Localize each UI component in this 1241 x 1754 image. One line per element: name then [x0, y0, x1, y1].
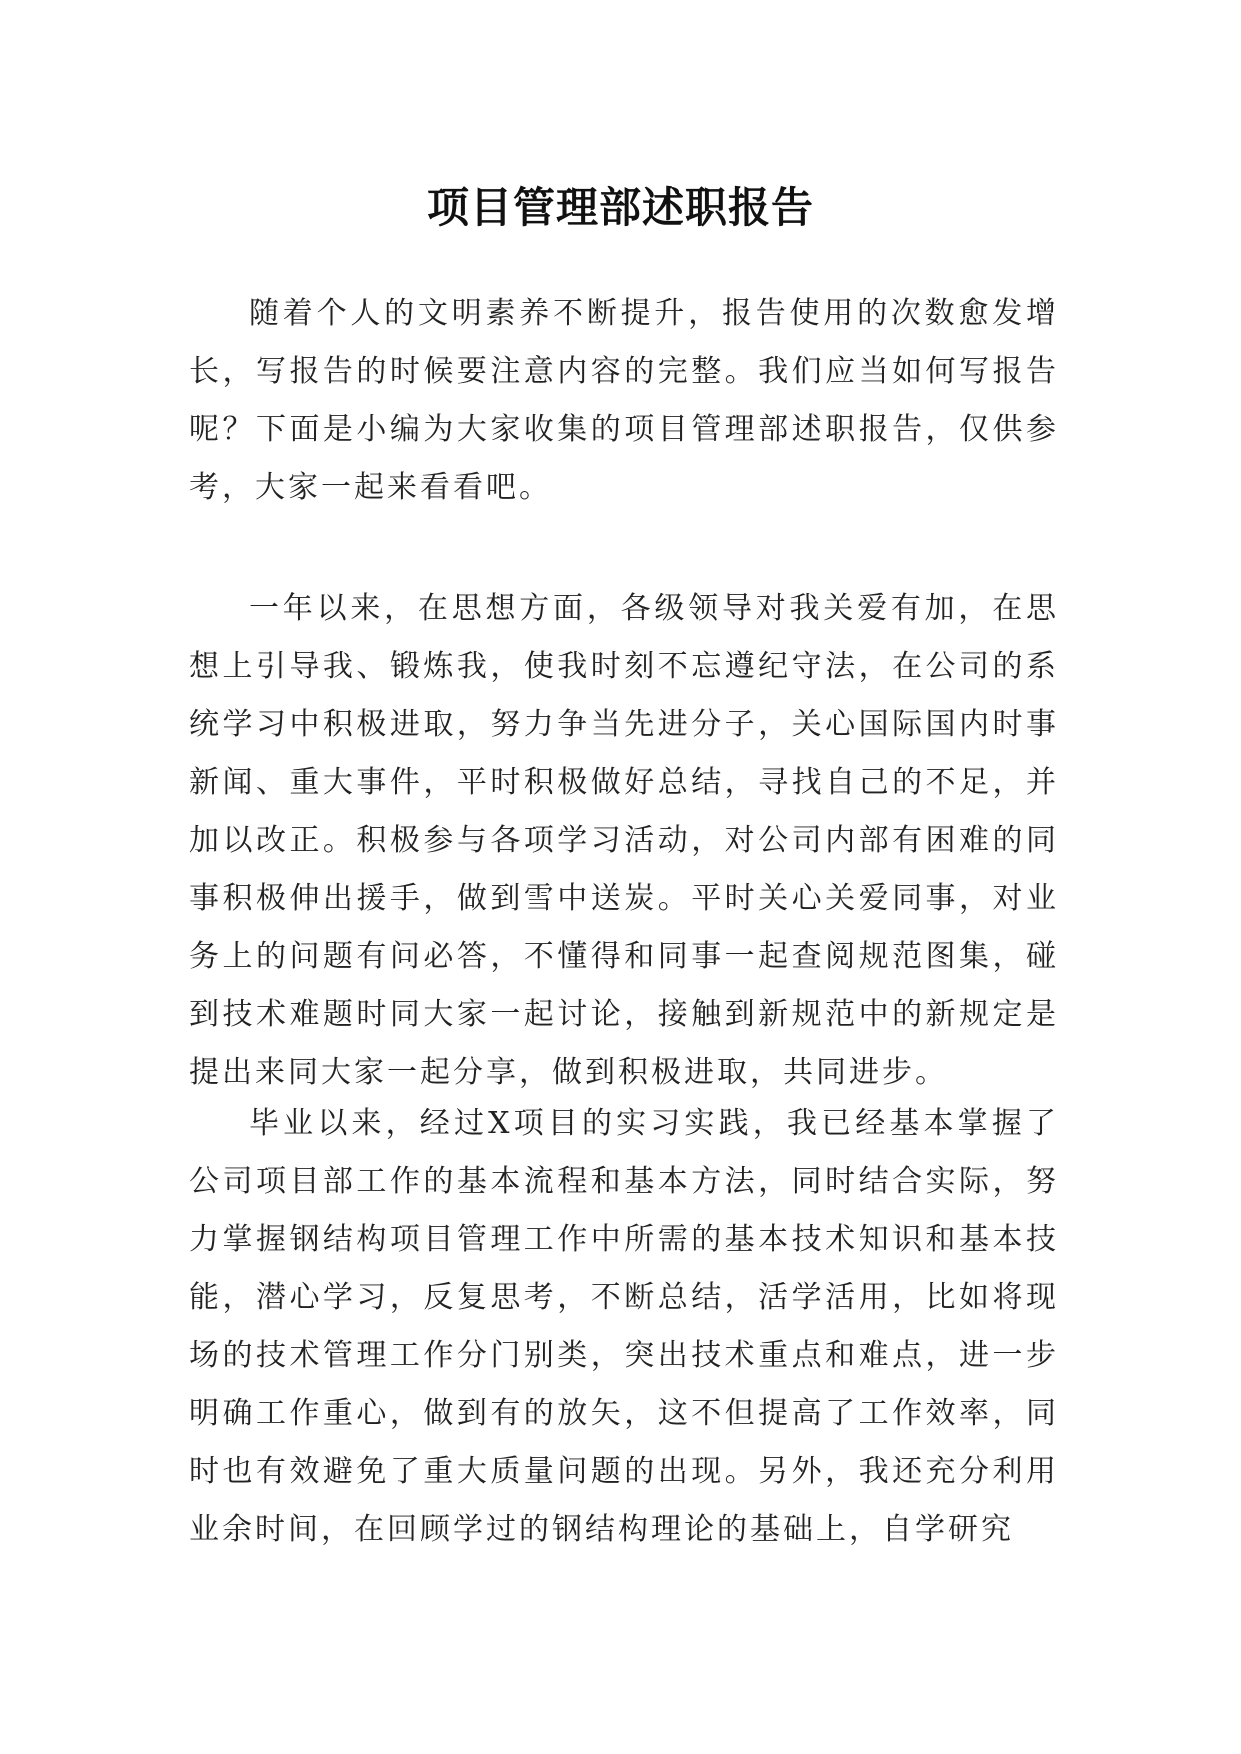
paragraph-work: 毕业以来，经过X项目的实习实践，我已经基本掌握了公司项目部工作的基本流程和基本方法，同时结合实际，努力掌握钢结构项目管理工作中所需的基本技术知识和基本技能，潜心学习，反复思考，不断总结，活学活用，比如将现场的技术管理工作分门别类，突出技术重点和难点，进一步明确工作重心，做到有的放矢，这不但提高了工作效率，同时也有效避免了重大质量问题的出现。另外，我还充分利用业余时间，在回顾学过的钢结构理论的基础上，自学研究 — [189, 1106, 1059, 1547]
document-title: 项目管理部述职报告 — [426, 183, 814, 233]
paragraph-ideology: 一年以来，在思想方面，各级领导对我关爱有加，在思想上引导我、锻炼我，使我时刻不忘遵纪守法，在公司的系统学习中积极进取，努力争当先进分子，关心国际国内时事新闻、重大事件，平时积极做好总结，寻找自己的不足，并加以改正。积极参与各项学习活动，对公司内部有困难的同事积极伸出援手，做到雪中送炭。平时关心关爱同事，对业务上的问题有问必答，不懂得和同事一起查阅规范图集，碰到技术难题时同大家一起讨论，接触到新规范中的新规定是提出来同大家一起分享，做到积极进取，共同进步。 — [189, 591, 1059, 1090]
paragraph-intro: 随着个人的文明素养不断提升，报告使用的次数愈发增长，写报告的时候要注意内容的完整。我们应当如何写报告呢？下面是小编为大家收集的项目管理部述职报告，仅供参考，大家一起来看看吧。 — [189, 296, 1059, 505]
